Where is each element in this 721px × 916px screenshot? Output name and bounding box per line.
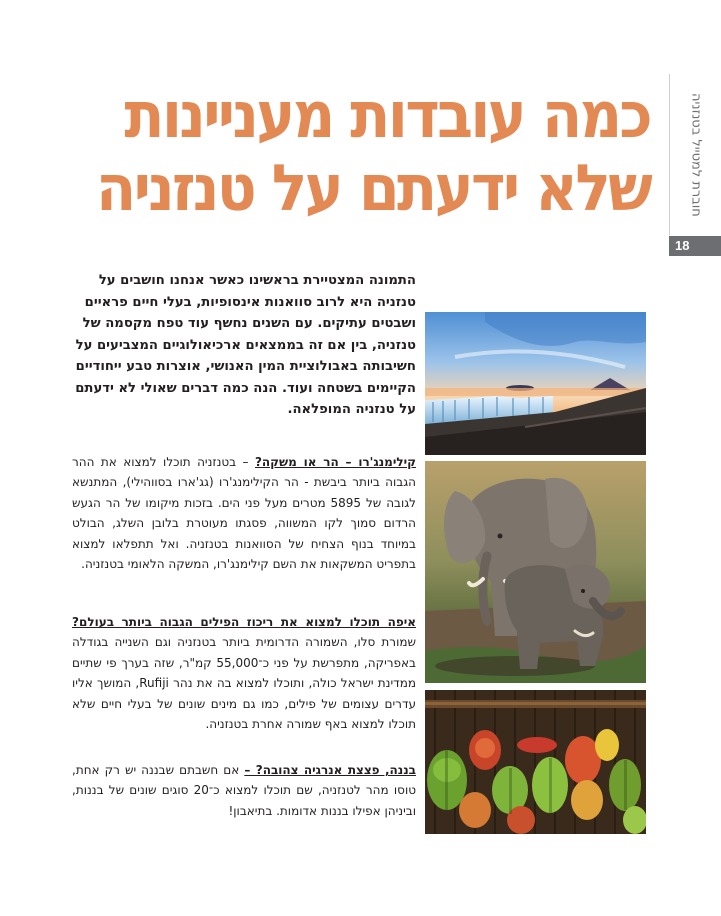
section-heading: בננה, פצצת אנרגיה צהובה? – xyxy=(244,763,416,777)
section-body: אם חשבתם שבננה יש רק אחת, טוסו מהר לטנזניה, שם תוכלו למצוא כ־20 סוגים שונים של בננות, וביניהן אפילו בננות אדומות. בתיאבון! xyxy=(72,763,416,818)
section-body: – בטנזניה תוכלו למצוא את ההר הגבוה ביותר ביבשת - הר הקילימנג'רו (גג'ארו בסווהילי), המתנשא לגובה של 5895 מטרים מעל פני הים. בזכות מיקומו של הר הגעש הרדום סמוך לקו המשווה, פסגתו מעוטרת בלובן השלג, הבולט במיוחד בנוף הצחיח של הסוואנות בטנזניה. ואל תתפלאו למצוא בתפריט המשקאות את השם קילימנג'רו, המשקה הלאומי בטנזניה. xyxy=(72,455,417,572)
page-title xyxy=(95,79,651,226)
page-title-line-1: כמה עובדות מעניינות xyxy=(124,79,650,153)
section-kilimanjaro xyxy=(72,452,416,574)
intro-paragraph: התמונה המצטיירת בראשינו כאשר אנחנו חושבים על טנזניה היא לרוב סוואנות אינסופיות, בעלי חיים פראיים ושבטים עתיקים. עם השנים נחשף עוד טפח מקסמה של טנזניה, בין אם זה בממצאים ארכיאולוגיים המצביעים על חשיבותה באבולוציית המין האנושי, אוצרות טבע ייחודיים הקיימים בשטחה ועוד. הנה כמה דברים שאולי לא ידעתם על טנזניה המופלאה. xyxy=(75,273,416,417)
running-header-title: חוברת למטייל בטנזניה xyxy=(688,92,704,217)
section-heading: איפה תוכלו למצוא את ריכוז הפילים הגבוה ביותר בעולם? xyxy=(72,615,416,629)
bananas-photo xyxy=(425,690,646,834)
section-body: שמורת סלו, השמורה הדרומית ביותר בטנזניה וגם השנייה בגודלה באפריקה, מתפרשת על פני כ־55,000 קמ"ר, שזה בערך פי שתיים ממדינת ישראל כולה, ותוכלו למצוא בה את נהר Rufiji, המושך אליו עדרים עצומים של פילים, כמו גם מינים שונים של בעלי חיים שלא תוכלו למצוא באף שמורה אחרת בטנזניה. xyxy=(72,635,416,732)
running-header xyxy=(669,74,721,235)
section-heading: קילימנג'רו – הר או משקה? xyxy=(254,455,416,469)
page-number: 18 xyxy=(669,236,721,256)
page-title-line-2: שלא ידעתם על טנזניה xyxy=(95,152,651,226)
section-bananas xyxy=(72,760,416,821)
section-elephants xyxy=(72,612,416,734)
elephants-photo xyxy=(425,461,646,683)
kilimanjaro-photo xyxy=(425,312,646,455)
